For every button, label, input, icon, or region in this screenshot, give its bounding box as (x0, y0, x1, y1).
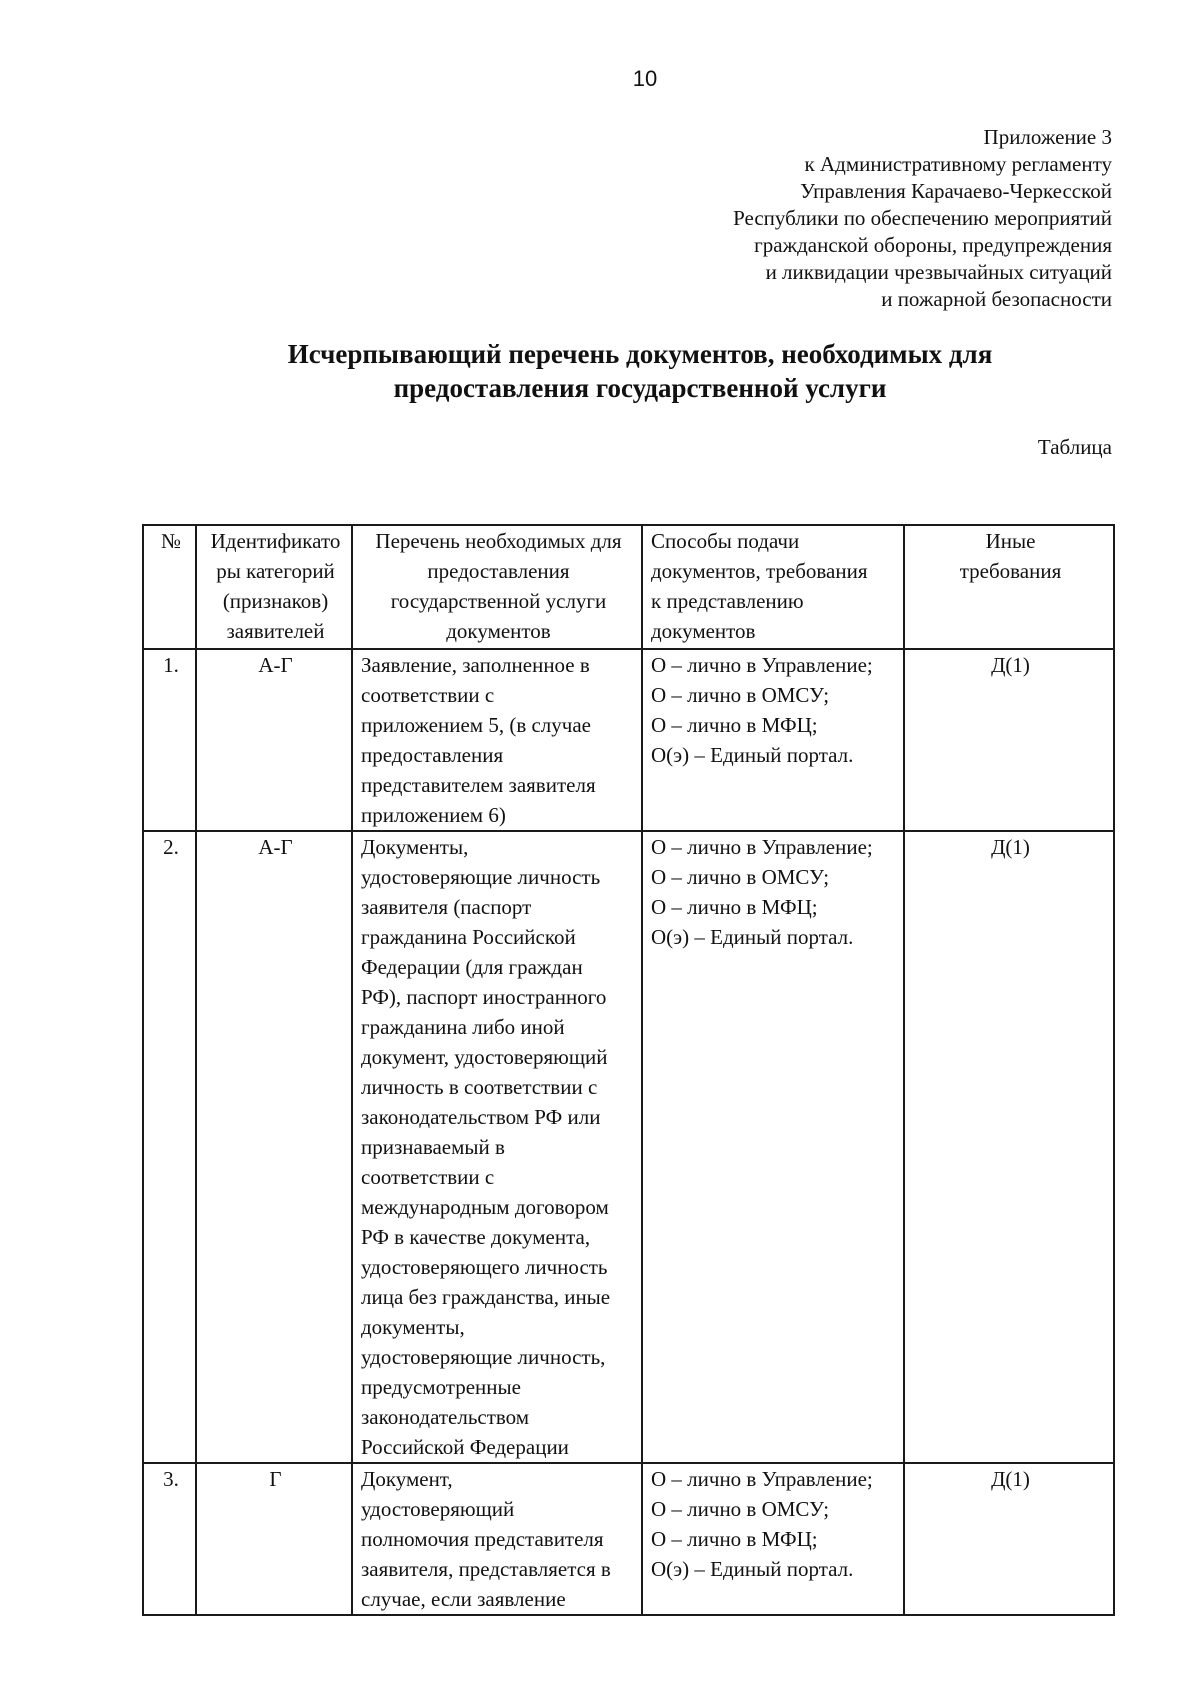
header-line: Идентификато (210, 529, 341, 553)
cell-line: О – лично в ОМСУ; (651, 865, 830, 889)
cell-line: гражданина либо иной (361, 1015, 565, 1039)
header-line: Иные (985, 529, 1036, 553)
header-line: № (160, 529, 182, 553)
cell-line: соответствии с (361, 683, 495, 707)
title-line: предоставления государственной услуги (393, 373, 887, 403)
cell-line: РФ), паспорт иностранного (361, 985, 607, 1009)
cell-line: документы, (361, 1315, 465, 1339)
cell-line: О – лично в МФЦ; (651, 713, 818, 737)
appendix-line: Республики по обеспечению мероприятий (733, 206, 1112, 230)
cell-line: законодательством (361, 1405, 530, 1429)
cell-line: лица без гражданства, иные (361, 1285, 611, 1309)
cell-line: О – лично в Управление; (651, 835, 873, 859)
row-methods (642, 1463, 904, 1615)
header-other (904, 525, 1114, 649)
table-caption: Таблица (1037, 435, 1112, 459)
cell-line: О(э) – Единый портал. (651, 925, 854, 949)
header-line: документов (446, 619, 551, 643)
header-documents (352, 525, 642, 649)
cell-line: Документы, (361, 835, 469, 859)
header-line: государственной услуги (390, 589, 607, 613)
header-category (196, 525, 352, 649)
documents-table (142, 524, 1115, 1616)
header-line: документов, требования (651, 559, 868, 583)
cell-line: предусмотренные (361, 1375, 521, 1399)
appendix-line: и пожарной безопасности (881, 287, 1112, 311)
row-category: Г (196, 1463, 352, 1615)
header-line: ры категорий (216, 559, 335, 583)
cell-line: удостоверяющего личность (361, 1255, 608, 1279)
cell-line: личность в соответствии с (361, 1075, 598, 1099)
row-documents (352, 1463, 642, 1615)
row-other: Д(1) (904, 649, 1114, 831)
appendix-line: и ликвидации чрезвычайных ситуаций (765, 260, 1112, 284)
cell-line: Документ, (361, 1467, 453, 1491)
table-header-row (143, 525, 1114, 649)
row-number: 1. (143, 649, 196, 831)
row-other: Д(1) (904, 1463, 1114, 1615)
appendix-block (733, 124, 1112, 313)
cell-line: приложением 5, (в случае (361, 713, 591, 737)
cell-line: удостоверяющий (361, 1497, 515, 1521)
cell-line: О – лично в Управление; (651, 653, 873, 677)
page-number: 10 (632, 66, 658, 91)
cell-line: Российской Федерации (361, 1435, 569, 1459)
appendix-line: Управления Карачаево-Черкесской (800, 179, 1112, 203)
cell-line: О – лично в Управление; (651, 1467, 873, 1491)
row-category: А-Г (196, 831, 352, 1463)
cell-line: РФ в качестве документа, (361, 1225, 591, 1249)
table-row (143, 649, 1114, 831)
row-methods (642, 649, 904, 831)
header-line: требования (959, 559, 1062, 583)
cell-line: удостоверяющие личность, (361, 1345, 606, 1369)
cell-line: предоставления (361, 743, 504, 767)
cell-line: полномочия представителя (361, 1527, 604, 1551)
table-row (143, 831, 1114, 1463)
cell-line: Заявление, заполненное в (361, 653, 590, 677)
cell-line: законодательством РФ или (361, 1105, 601, 1129)
cell-line: О – лично в МФЦ; (651, 895, 818, 919)
cell-line: документ, удостоверяющий (361, 1045, 608, 1069)
document-title (170, 337, 1110, 405)
row-number: 2. (143, 831, 196, 1463)
cell-line: представителем заявителя (361, 773, 596, 797)
cell-line: приложением 6) (361, 803, 506, 827)
cell-line: О(э) – Единый портал. (651, 1557, 854, 1581)
row-number: 3. (143, 1463, 196, 1615)
header-line: (признаков) (222, 589, 329, 613)
header-line: документов (651, 619, 756, 643)
cell-line: О – лично в МФЦ; (651, 1527, 818, 1551)
cell-line: Федерации (для граждан (361, 955, 583, 979)
cell-line: заявителя (паспорт (361, 895, 532, 919)
cell-line: случае, если заявление (361, 1587, 566, 1611)
row-documents (352, 831, 642, 1463)
cell-line: признаваемый в (361, 1135, 505, 1159)
appendix-line: к Административному регламенту (804, 152, 1112, 176)
cell-line: гражданина Российской (361, 925, 576, 949)
header-line: к представлению (651, 589, 804, 613)
header-line: Способы подачи (651, 529, 800, 553)
header-line: Перечень необходимых для (375, 529, 622, 553)
header-methods (642, 525, 904, 649)
appendix-line: гражданской обороны, предупреждения (754, 233, 1112, 257)
cell-line: международным договором (361, 1195, 609, 1219)
appendix-line: Приложение 3 (983, 125, 1112, 149)
cell-line: удостоверяющие личность (361, 865, 601, 889)
row-other: Д(1) (904, 831, 1114, 1463)
row-documents (352, 649, 642, 831)
cell-line: заявителя, представляется в (361, 1557, 611, 1581)
header-number (143, 525, 196, 649)
cell-line: О – лично в ОМСУ; (651, 683, 830, 707)
cell-line: О(э) – Единый портал. (651, 743, 854, 767)
header-line: заявителей (226, 619, 325, 643)
cell-line: О – лично в ОМСУ; (651, 1497, 830, 1521)
cell-line: соответствии с (361, 1165, 495, 1189)
row-methods (642, 831, 904, 1463)
header-line: предоставления (427, 559, 570, 583)
table-row (143, 1463, 1114, 1615)
row-category: А-Г (196, 649, 352, 831)
title-line: Исчерпывающий перечень документов, необходимых для (287, 339, 993, 369)
